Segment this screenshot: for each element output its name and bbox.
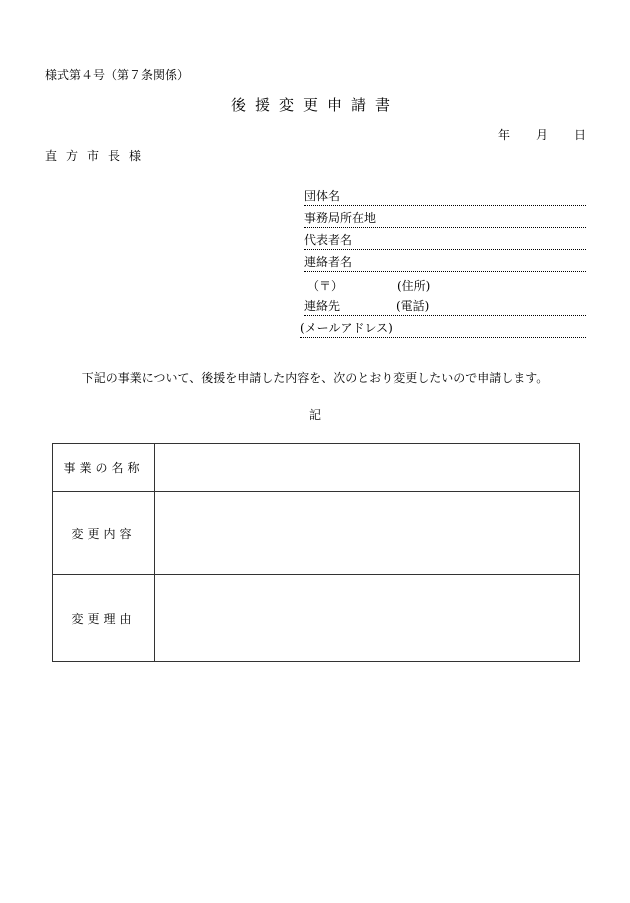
date-line bbox=[498, 126, 586, 143]
change-content-cell[interactable] bbox=[155, 492, 580, 575]
page-title: 後援変更申請書 bbox=[230, 96, 399, 114]
email-field[interactable] bbox=[300, 320, 586, 338]
table-row bbox=[53, 444, 580, 492]
table-row bbox=[53, 492, 580, 575]
group-name-field[interactable] bbox=[304, 188, 586, 206]
addressee: 直方市長様 bbox=[45, 149, 151, 163]
postal-label: （〒） bbox=[307, 279, 344, 293]
details-table bbox=[52, 443, 580, 662]
row-label-change-reason: 変更理由 bbox=[53, 575, 155, 662]
body-text: 下記の事業について、後援を申請した内容を、次のとおり変更したいので申請します。 bbox=[81, 371, 549, 385]
office-address-field[interactable] bbox=[304, 210, 586, 228]
email-label: (メールアドレス) bbox=[300, 321, 393, 335]
row-label-change-content: 変更内容 bbox=[53, 492, 155, 575]
representative-label: 代表者名 bbox=[304, 233, 353, 247]
date-day-field[interactable]: 日 bbox=[574, 128, 587, 142]
contact-person-field[interactable] bbox=[304, 254, 586, 272]
contact-label: 連絡先 bbox=[304, 299, 341, 313]
address-label: (住所) bbox=[397, 279, 431, 293]
date-year-field[interactable]: 年 bbox=[498, 128, 511, 142]
date-month-field[interactable]: 月 bbox=[536, 128, 549, 142]
contact-field[interactable] bbox=[304, 298, 586, 316]
row-label-event-name: 事業の名称 bbox=[53, 444, 155, 492]
phone-label: (電話) bbox=[396, 299, 430, 313]
event-name-cell[interactable] bbox=[155, 444, 580, 492]
group-name-label: 団体名 bbox=[304, 189, 341, 203]
change-reason-cell[interactable] bbox=[155, 575, 580, 662]
table-row bbox=[53, 575, 580, 662]
form-number: 様式第４号（第７条関係） bbox=[45, 68, 190, 82]
contact-person-label: 連絡者名 bbox=[304, 255, 353, 269]
office-address-label: 事務局所在地 bbox=[304, 211, 377, 225]
ki-heading: 記 bbox=[308, 408, 321, 422]
representative-field[interactable] bbox=[304, 232, 586, 250]
